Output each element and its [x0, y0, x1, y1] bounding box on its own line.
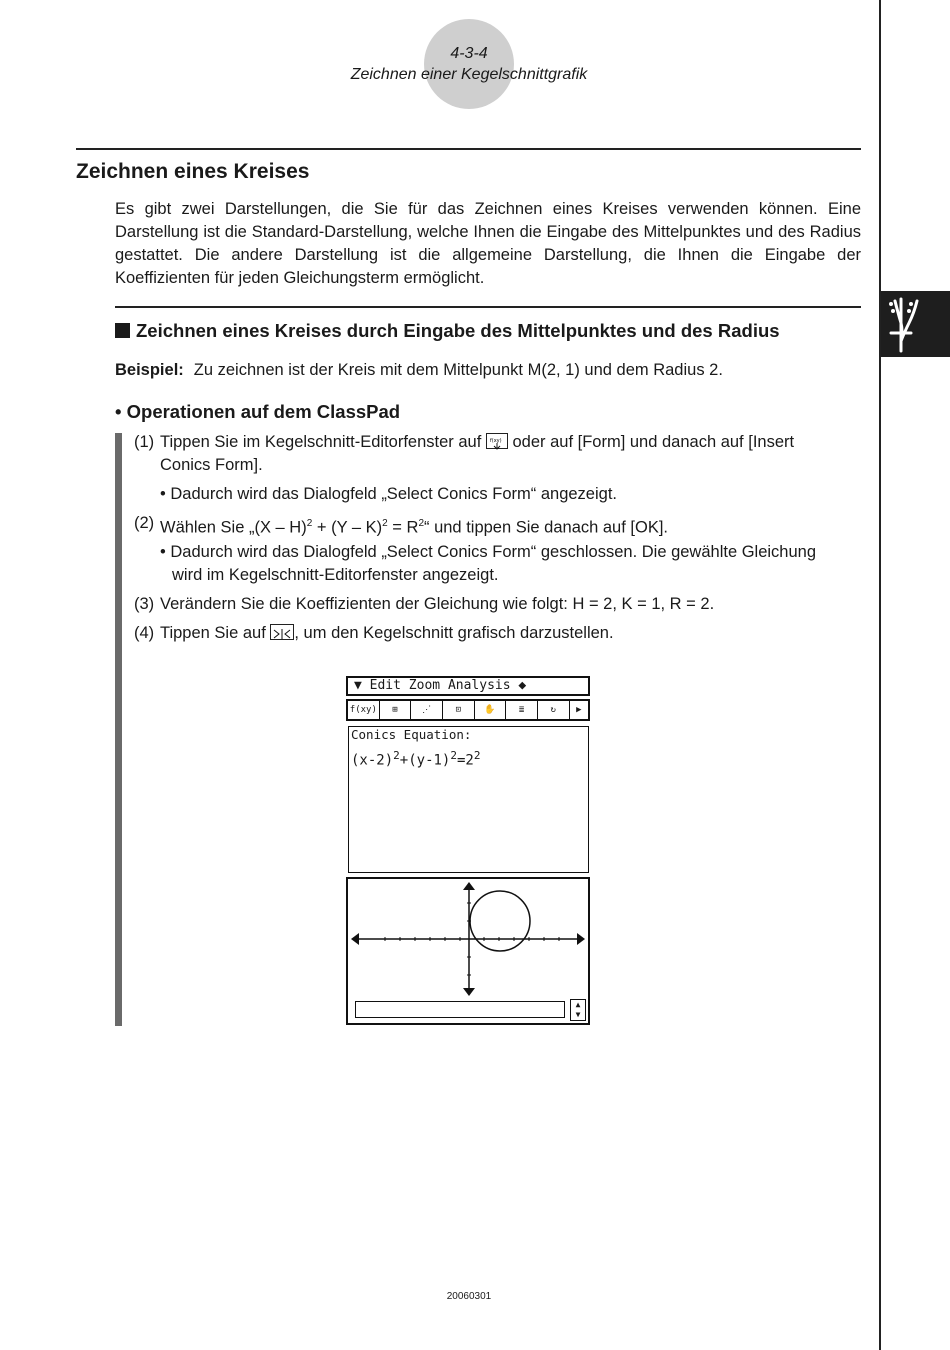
scroll-arrows-icon[interactable]: ▲ ▼ [570, 999, 586, 1021]
page-heading: Zeichnen eines Kreises [76, 160, 310, 183]
chapter-tab [881, 291, 950, 357]
conic-chapter-icon [881, 291, 950, 357]
graph-window[interactable] [346, 877, 590, 1025]
operations-heading [115, 401, 400, 423]
step-1-note-text: Dadurch wird das Dialogfeld „Select Conics Form“ angezeigt. [170, 485, 617, 503]
menu-more-icon[interactable]: ◆ [518, 678, 527, 693]
step-1-num: (1) [134, 433, 155, 451]
classpad-screen [346, 676, 592, 1026]
bullet-icon: • [115, 401, 122, 422]
y-axis-up-arrow [463, 882, 475, 890]
menu-zoom[interactable]: Zoom [408, 678, 441, 693]
header-circle [424, 19, 514, 109]
step-1-note: • Dadurch wird das Dialogfeld „Select Conics Form“ angezeigt. [160, 485, 617, 503]
toolbar-zoom-icon[interactable]: ⊡ [443, 701, 475, 719]
toolbar-view-window-icon[interactable]: ⋰ [411, 701, 443, 719]
square-bullet-icon [115, 323, 130, 338]
section-number: 4-3-4 [450, 45, 488, 62]
footer-date: 20060301 [446, 1291, 492, 1302]
step-1-text-a: Tippen Sie im Kegelschnitt-Editorfenster auf [160, 433, 482, 451]
conic-circle [470, 891, 530, 951]
y-axis-down-arrow [463, 988, 475, 996]
step-3-num: (3) [134, 595, 155, 613]
insert-conics-form-icon [486, 433, 508, 449]
step-4-text-b: , um den Kegelschnitt grafisch darzustellen. [294, 624, 614, 642]
example [115, 361, 723, 380]
toolbar [346, 699, 590, 721]
subheading-rule [115, 306, 861, 308]
example-label: Beispiel: [115, 361, 184, 379]
conics-equation[interactable]: $(x-2)^2+(y-1)^2=2^2$ [351, 749, 481, 769]
example-text: Zu zeichnen ist der Kreis mit dem Mittelpunkt M(2, 1) und dem Radius 2. [193, 361, 723, 379]
toolbar-redraw-icon[interactable]: ↻ [538, 701, 570, 719]
menu-analysis[interactable]: Analysis [447, 678, 511, 693]
x-axis-left-arrow [351, 933, 359, 945]
operations-heading-text: Operationen auf dem ClassPad [126, 401, 401, 422]
step-1-line-2: Conics Form]. [160, 456, 263, 474]
draw-graph-icon [270, 624, 294, 640]
step-1-line-1 [160, 431, 861, 454]
menu-edit[interactable]: Edit [369, 678, 401, 693]
step-4-text [160, 622, 614, 645]
graph-input-field[interactable] [355, 1001, 565, 1018]
intro-paragraph: Es gibt zwei Darstellungen, die Sie für das Zeichnen eines Kreises verwenden können. Eine Darstellung ist die Standard-Darstellung, welche Ihnen die Eingabe des Mittelpunktes und des Radius gestattet. Die andere Darstellung ist die allgemeine Darstellung, die Ihnen die Eingabe der Koeffizienten für jeden Gleichungsterm ermöglicht. [115, 200, 861, 287]
step-4-text-a: Tippen Sie auf [160, 624, 266, 642]
step-2-note-line-1: • Dadurch wird das Dialogfeld „Select Conics Form“ geschlossen. Die gewählte Gleichung [160, 543, 817, 561]
step-2-text: Wählen Sie „(X – $H)^2 + (Y - K)^2 = R^2“$ und tippen Sie danach auf [OK]. [160, 518, 668, 537]
section-title: Zeichnen einer Kegelschnittgrafik [350, 66, 588, 83]
subheading [115, 320, 780, 342]
toolbar-next-icon[interactable]: ▶ [576, 705, 582, 715]
operations-sidebar [115, 433, 122, 1026]
step-2-num: (2) [134, 514, 155, 532]
subheading-text: Zeichnen eines Kreises durch Eingabe des Mittelpunktes und des Radius [136, 320, 780, 341]
toolbar-conics-form-button[interactable]: f(xy) [348, 701, 380, 719]
menu-chevron-icon[interactable]: ▼ [354, 678, 362, 693]
toolbar-trace-icon[interactable]: ≣ [506, 701, 538, 719]
step-3-text: Verändern Sie die Koeffizienten der Gleichung wie folgt: H = 2, K = 1, R = 2. [160, 595, 715, 613]
x-axis-right-arrow [577, 933, 585, 945]
toolbar-pan-icon[interactable]: ✋ [475, 701, 507, 719]
menu-bar [346, 676, 590, 696]
heading-rule [76, 148, 861, 150]
step-2-note-line-2: wird im Kegelschnitt-Editorfenster angezeigt. [172, 566, 499, 584]
svg-text:f(xy): f(xy) [489, 438, 502, 444]
toolbar-zoom-box-icon[interactable]: ⊞ [380, 701, 412, 719]
step-1-text-b: oder auf [Form] und danach auf [Insert [512, 433, 795, 451]
conics-editor[interactable] [348, 726, 589, 873]
step-2-note-text: Dadurch wird das Dialogfeld „Select Conics Form“ geschlossen. Die gewählte Gleichung [170, 543, 817, 561]
step-4-num: (4) [134, 624, 155, 642]
editor-label: Conics Equation: [351, 727, 472, 742]
right-margin-rule [879, 0, 881, 1350]
